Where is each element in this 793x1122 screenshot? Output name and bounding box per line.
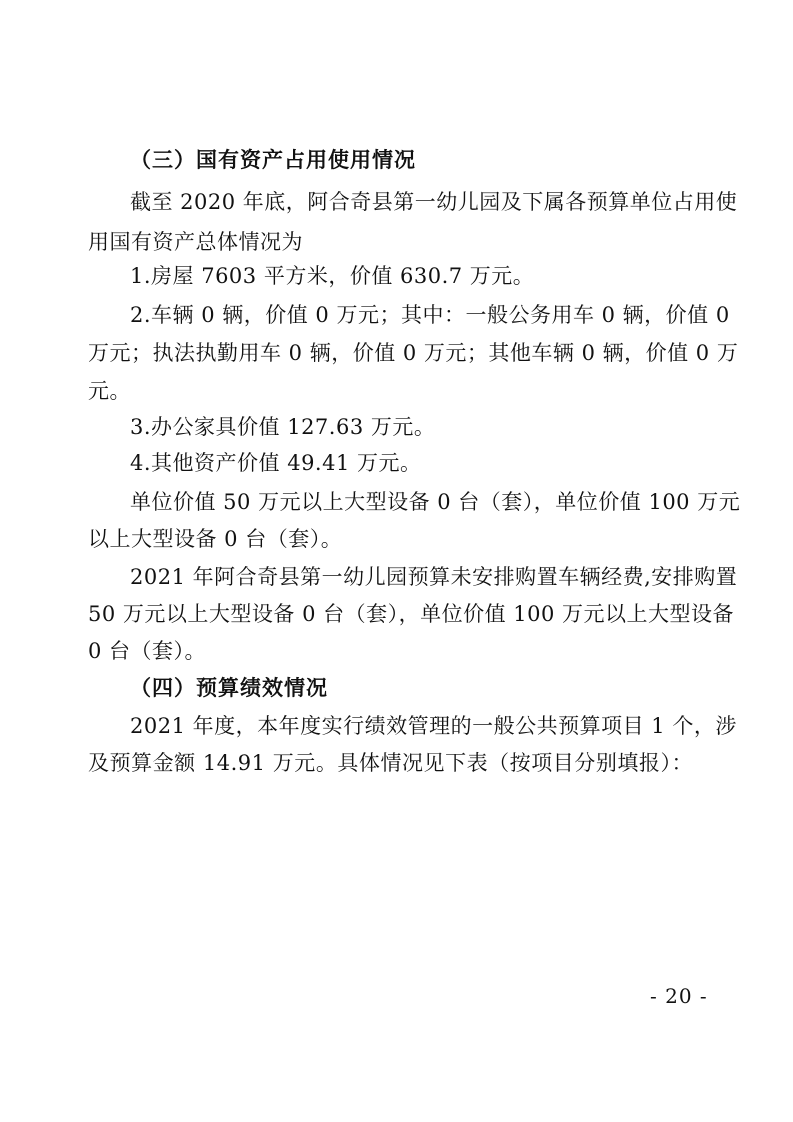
paragraph-line: 用国有资产总体情况为 [88, 230, 303, 254]
paragraph-line: 0 台（套）。 [88, 639, 207, 663]
paragraph-line: 截至 2020 年底，阿合奇县第一幼儿园及下属各预算单位占用使 [130, 190, 738, 214]
paragraph-line: 元。 [88, 379, 131, 403]
paragraph-line: 以上大型设备 0 台（套）。 [88, 527, 343, 551]
page-number: - 20 - [650, 984, 708, 1008]
section-heading-budget-performance: （四）预算绩效情况 [130, 675, 328, 700]
paragraph-line: 2.车辆 0 辆，价值 0 万元；其中：一般公务用车 0 辆，价值 0 [130, 303, 730, 327]
paragraph-line: 单位价值 50 万元以上大型设备 0 台（套），单位价值 100 万元 [130, 490, 741, 514]
paragraph-line: 1.房屋 7603 平方米，价值 630.7 万元。 [130, 264, 535, 288]
paragraph-line: 50 万元以上大型设备 0 台（套），单位价值 100 万元以上大型设备 [88, 602, 735, 626]
paragraph-line: 4.其他资产价值 49.41 万元。 [130, 451, 422, 475]
paragraph-line: 2021 年阿合奇县第一幼儿园预算未安排购置车辆经费,安排购置 [130, 565, 738, 589]
paragraph-line: 万元；执法执勤用车 0 辆，价值 0 万元；其他车辆 0 辆，价值 0 万 [88, 341, 739, 365]
section-heading-state-assets: （三）国有资产占用使用情况 [130, 147, 416, 172]
paragraph-line: 3.办公家具价值 127.63 万元。 [130, 415, 436, 439]
paragraph-line: 2021 年度，本年度实行绩效管理的一般公共预算项目 1 个，涉 [130, 714, 737, 738]
paragraph-line: 及预算金额 14.91 万元。具体情况见下表（按项目分别填报）： [88, 751, 693, 775]
